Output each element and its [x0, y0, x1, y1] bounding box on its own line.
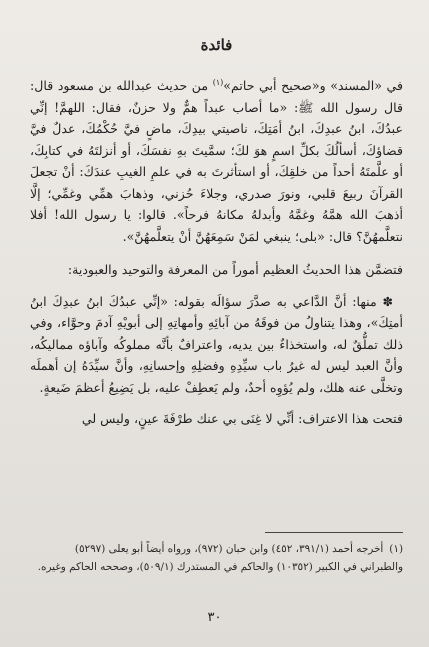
- continuation-paragraph: فتحت هذا الاعتراف: أنِّي لا غِنَى بي عنك طرْفَةَ عينٍ، وليس لي: [81, 411, 403, 427]
- page-number: ٣٠: [207, 610, 222, 625]
- footnote-separator: [265, 532, 403, 533]
- hadith-paragraph-text: في «المسند» و«صحيح أبي حاتم»: [223, 78, 403, 94]
- section-title: فائدة: [200, 36, 233, 54]
- footnote-text: أخرجه أحمد (٣٩١/١، ٤٥٢) وابن حبان (٩٧٢)، ورواه أيضاً أبو يعلى (٥٢٩٧) والطبراني في الكبير (١٠٣٥٢) والحاكم في المستدرك (٥٠٩/١)، وصححه الحاكم وغيره.: [37, 543, 403, 573]
- hadith-paragraph: [30, 72, 403, 247]
- page-content: [30, 36, 403, 430]
- intro-paragraph: فتضمَّن هذا الحديثُ العظيم أموراً من المعرفة والتوحيد والعبودية:: [67, 262, 403, 278]
- explanation-paragraph: ✽ منها: أنَّ الدَّاعي به صدَّرَ سؤالَه بقوله: «إنِّي عبدُكَ ابنُ عبدِكَ ابنُ أمتِكَ»، وهذا يتناولُ من فوقَهُ من آبائِهِ وأمهاتِهِ إلى أبويْهِ آدمَ وحوَّاء، وفي ذلك تملُّقٌ له، واستخذاءٌ بين يديه، واعترافٌ بأنَّه مملوكُه وآباؤه مماليكُه، وأنَّ العبد ليس له غيرُ باب سيِّدِهِ وفضلِهِ وإحسانِهِ، وأنَّ سيِّدَهُ إن أهملَه وتخلَّى عنه هلك، ولم يُؤوِه أحدٌ، ولم يَعطِفْ عليه، بل يَضِيعُ أعظمَ ضَيعةٍ.: [30, 293, 403, 395]
- footnotes: [30, 540, 403, 576]
- footnote-item: [30, 540, 403, 576]
- footnote-ref-marker: (١): [212, 78, 224, 87]
- footnote-number: (١): [389, 543, 403, 555]
- hadith-paragraph-rest: من حديث عبدالله بن مسعود قال: قال رسول الله ﷺ: «ما أصاب عبداً همٌّ ولا حزنٌ، فقال: اللهمَّ! إنِّي عبدُكَ، ابنُ عبدِكَ، ابنُ أمَتِكَ، ناصيتي بيدِكَ، ماضٍ فيَّ حُكْمُكَ، عدلٌ فيَّ قضاؤكَ، أسألُكَ بكلِّ اسمٍ هوَ لكَ؛ سمَّيتَ بهِ نفسَكَ، أو أنزلتَهُ في كتابِكَ، أو علَّمتَهُ أحداً من خلقِكَ، أو استأثرتَ به في علمِ الغيبِ عندَكَ: أنْ تجعلَ القرآنَ ربيعَ قلبي، ونورَ صدري، وجلاءَ حُزني، وذهابَ همِّي وغمِّي؛ إلَّا أذهبَ الله همَّهُ وغمَّهُ وأبدلهُ مكانهُ فرحاً». قالوا: يا رسول الله! أفلا نتعلَّمهُنَّ؟ قال: «بلى؛ ينبغي لمَنْ سَمِعَهُنَّ أنْ يتعلَّمهُنَّ».: [30, 78, 403, 244]
